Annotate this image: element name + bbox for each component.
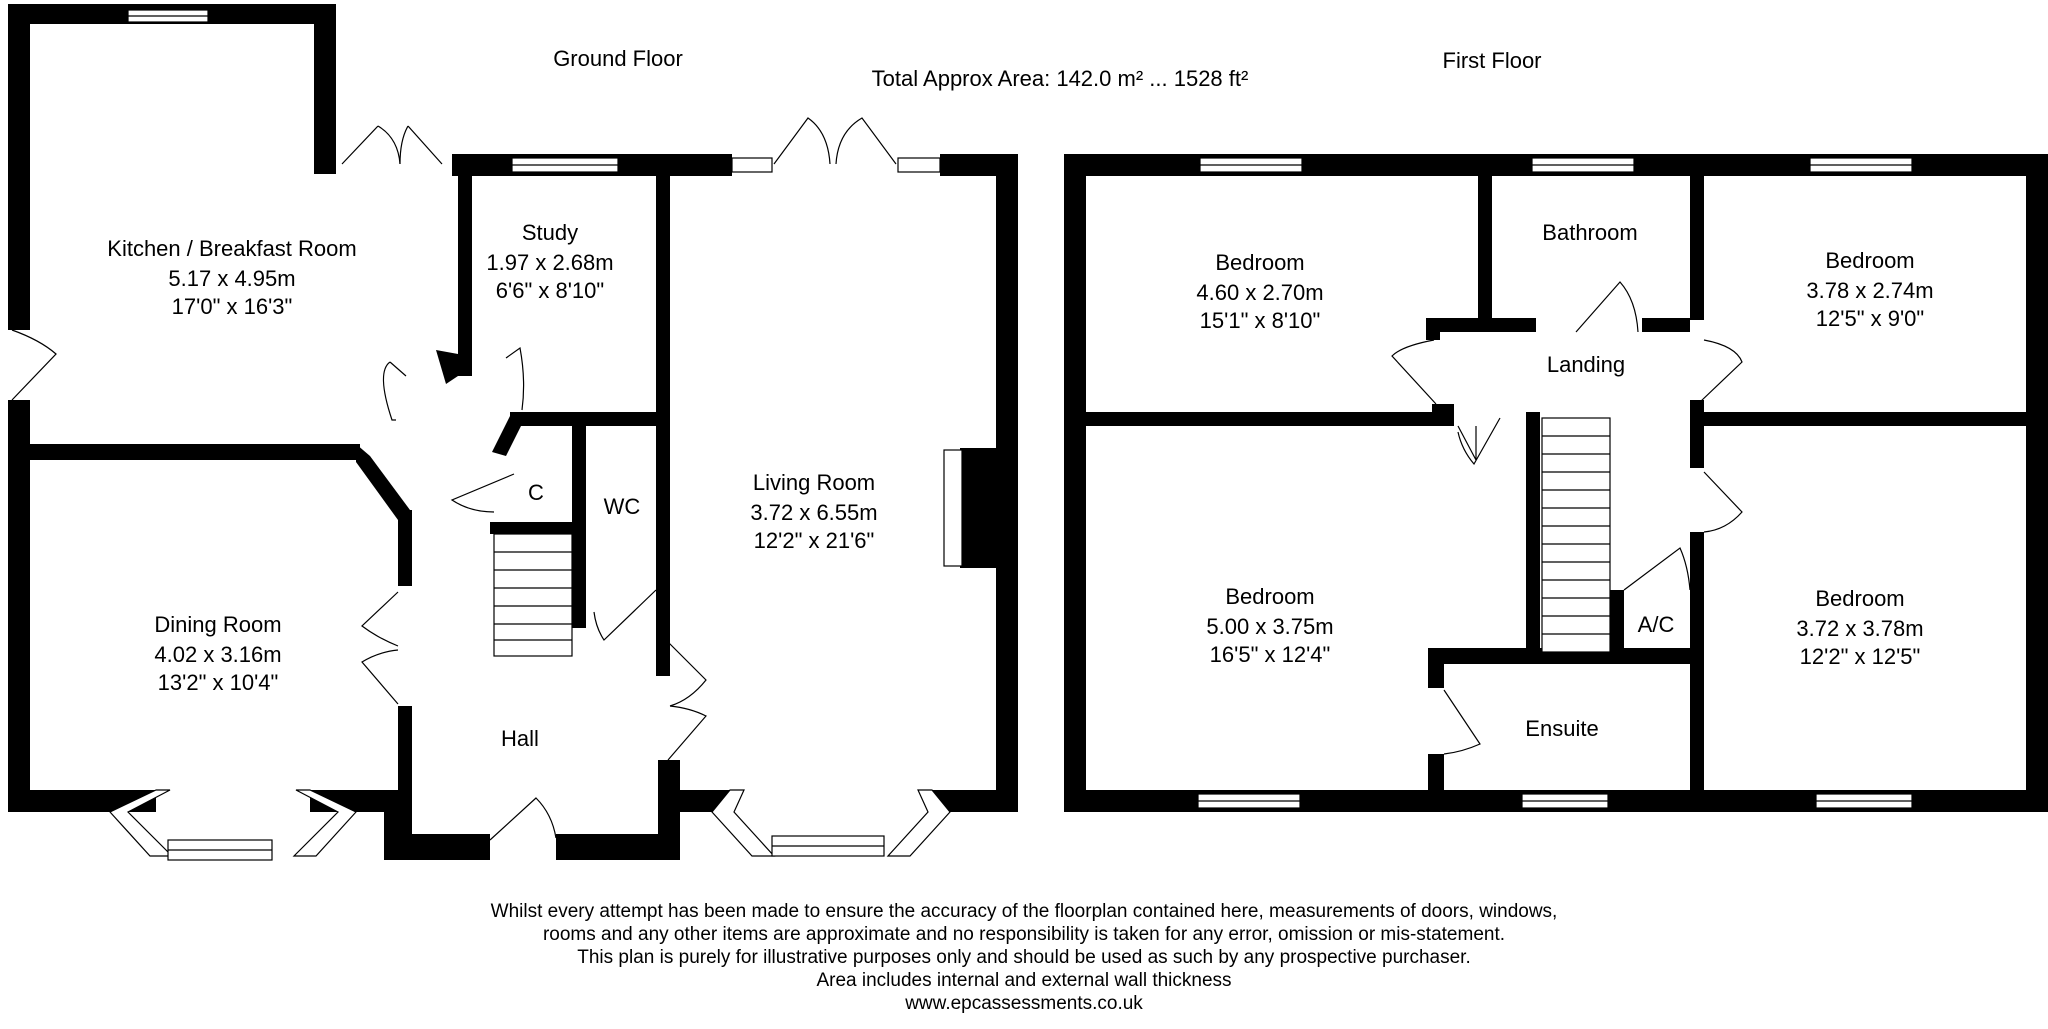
disclaimer-line: rooms and any other items are approximate and no responsibility is taken for any error, omission or mis-statement. (542, 924, 1506, 945)
study-label (486, 220, 613, 303)
disclaimer-line: This plan is purely for illustrative purposes only and should be used as such by any prospective purchaser. (577, 947, 1471, 968)
cupboard-label: C (528, 480, 544, 505)
room-imperial: 17'0" x 16'3" (171, 294, 293, 319)
room-imperial: 16'5" x 12'4" (1209, 642, 1331, 667)
room-metric: 5.17 x 4.95m (168, 266, 296, 291)
bathroom-label: Bathroom (1542, 220, 1638, 245)
room-name: Living Room (752, 470, 876, 495)
disclaimer-line: Area includes internal and external wall thickness (816, 970, 1232, 991)
ground-floor-stairs (494, 534, 572, 656)
living-room-label (750, 470, 877, 553)
dining-room-label (154, 612, 281, 695)
kitchen-label (107, 236, 356, 319)
bedroom-2-label (1806, 248, 1933, 331)
room-imperial: 12'5" x 9'0" (1815, 306, 1925, 331)
website-link: www.epcassessments.co.uk (905, 993, 1143, 1014)
room-name: Bedroom (1225, 584, 1315, 609)
bedroom-3-label (1206, 584, 1333, 667)
bedroom-1-label (1196, 250, 1323, 333)
airing-cupboard-label: A/C (1637, 612, 1675, 637)
room-name: Bedroom (1825, 248, 1915, 273)
room-imperial: 12'2" x 21'6" (753, 528, 875, 553)
ensuite-label: Ensuite (1525, 716, 1599, 741)
room-name: Bedroom (1215, 250, 1305, 275)
room-imperial: 15'1" x 8'10" (1199, 308, 1321, 333)
first-floor-stairs (1542, 418, 1610, 652)
landing-label: Landing (1546, 352, 1626, 377)
room-metric: 3.72 x 6.55m (750, 500, 878, 525)
disclaimer-line: Whilst every attempt has been made to ensure the accuracy of the floorplan contained here, measurements of doors, windows, (490, 901, 1558, 922)
first-floor-heading: First Floor (1442, 48, 1542, 73)
room-name: Bedroom (1815, 586, 1905, 611)
room-name: Kitchen / Breakfast Room (107, 236, 357, 261)
room-imperial: 6'6" x 8'10" (495, 278, 605, 303)
room-imperial: 12'2" x 12'5" (1799, 644, 1921, 669)
disclaimer (0, 900, 2048, 1015)
hall-label: Hall (501, 726, 539, 751)
room-metric: 3.78 x 2.74m (1806, 278, 1934, 303)
room-name: Study (521, 220, 579, 245)
room-name: Dining Room (154, 612, 282, 637)
total-area-heading: Total Approx Area: 142.0 m² ... 1528 ft² (871, 66, 1249, 91)
room-imperial: 13'2" x 10'4" (157, 670, 279, 695)
room-metric: 5.00 x 3.75m (1206, 614, 1334, 639)
ground-floor-heading: Ground Floor (553, 46, 683, 71)
room-metric: 1.97 x 2.68m (486, 250, 614, 275)
bedroom-4-label (1796, 586, 1923, 669)
room-metric: 4.60 x 2.70m (1196, 280, 1324, 305)
room-metric: 4.02 x 3.16m (154, 642, 282, 667)
wc-label: WC (603, 494, 641, 519)
room-metric: 3.72 x 3.78m (1796, 616, 1924, 641)
